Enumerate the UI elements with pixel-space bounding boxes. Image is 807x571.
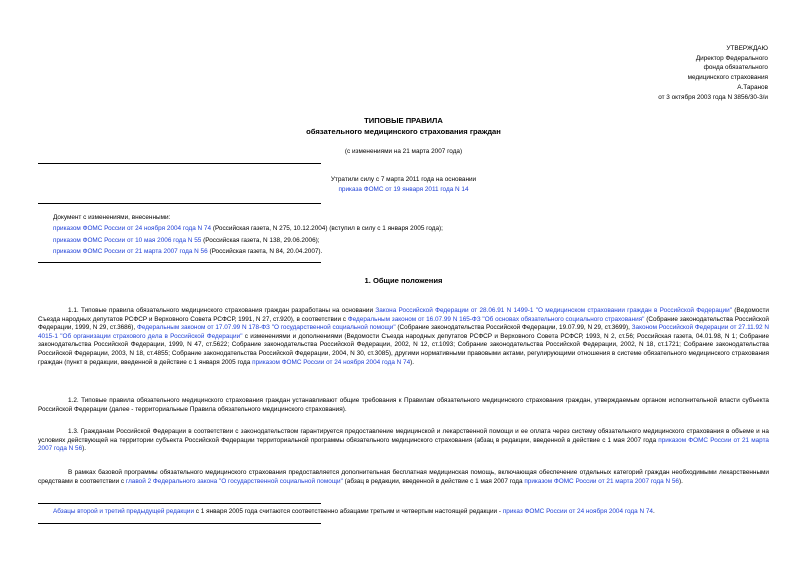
paragraph-text: с изменениями и дополнениями (Ведомости Съезда народных депутатов РСФСР и Верховного Совета РСФСР, 1993, N 2, ст.56; Российская газета, 04.01.98, N 1; Собрание законодательства Российской Федерации, 1999, N 47, ст.5622; Собрание законодательства Российской Федерации, 2002, N 12, ст.1093; Собрание законодательства Российской Федерации, 2002, N 18, ст.1721; Собрание законодательства Российской Федерации, 2003, N 18, ст.4855; Собрание законодательства Российской Федерации, 2004, N 30, ст.3085), другими нормативными правовыми актами, регулирующими отношения в системе обязательного медицинского страхования граждан (пункт в редакции, введенной в действие с 1 января 2005 года [38,332,769,366]
paragraph-1-2: 1.2. Типовые правила обязательного медицинского страхования граждан устанавливают общие требования к Правилам обязательного медицинского страхования граждан, утверждаемым органом исполнительной власти субъекта Российской Федерации (далее - территориальные Правила обязательного медицинского страхования). [38,397,769,413]
divider [38,523,321,524]
paragraph-text: ). [410,358,415,366]
divider [38,262,321,263]
changes-note: (с изменениями на 21 марта 2007 года) [344,148,463,155]
document-subtitle: обязательного медицинского страхования граждан [306,127,501,136]
paragraph-text: В рамках базовой программы обязательного медицинского страхования предоставляется дополнительная бесплатная медицинская помощь, включающая обеспечение отдельных категорий граждан необходимыми лекарственными средствами в соответствии с [38,469,769,485]
paragraph-1-3-b [38,469,769,486]
order-link[interactable]: приказ ФОМС России от 24 ноября 2004 года N 74 [502,508,653,515]
approval-line: Директор Федерального [695,54,768,62]
expired-link[interactable]: приказа ФОМС от 19 января 2011 года N 14 [338,186,469,193]
expired-link-line [0,186,807,195]
approval-line: от 3 октября 2003 года N 3856/30-3/и [658,93,768,101]
divider [38,203,321,204]
amendment-text: (Российская газета, N 275, 10.12.2004) (вступил в силу с 1 января 2005 года); [211,225,443,233]
divider [38,163,321,164]
amendment-link[interactable]: приказом ФОМС России от 24 ноября 2004 года N 74 [53,225,212,233]
paragraph-text: (Ведомости Съезда народных депутатов РСФСР и Верховного Совета РСФСР, 1991, N 27, ст.920), в соответствии с [38,307,769,323]
paragraph-text: 1.1. Типовые правила обязательного медицинского страхования граждан разработаны на основании [68,307,376,314]
paragraph-text: . [652,508,655,515]
edition-link[interactable]: Абзацы второй и третий предыдущей редакции [53,508,195,515]
paragraph-text: (Собрание законодательства Российской Федерации, 1999, N 29, ст.3686), [38,315,770,332]
divider [38,503,321,504]
amendment-item [53,246,773,257]
paragraph-1-3 [38,428,769,454]
document-title: ТИПОВЫЕ ПРАВИЛА [364,116,443,125]
expired-note: Утратили силу с 7 марта 2011 года на основании [330,176,477,183]
amendments-intro: Документ с изменениями, внесенными: [53,214,171,221]
law-link[interactable]: главой 2 Федерального закона "О государственной социальной помощи" [125,477,343,485]
law-link[interactable]: Федеральным законом от 16.07.99 N 165-ФЗ "Об основах обязательного социального страхования" [347,315,645,323]
paragraph-text: (абзац в редакции, введенной в действие с 1 мая 2007 года [342,477,525,485]
amendment-link[interactable]: приказом ФОМС России от 21 марта 2007 года N 56 [53,247,208,255]
approval-line: фонда обязательного [703,64,768,72]
order-link[interactable]: приказом ФОМС России от 21 марта 2007 года N 56 [38,436,769,453]
approval-line: А.Таранов [737,83,768,91]
amendment-link[interactable]: приказом ФОМС России от 10 мая 2006 года N 55 [53,236,202,244]
section-heading: 1. Общие положения [364,276,443,285]
approval-block [658,44,768,102]
law-link[interactable]: Федеральным законом от 17.07.99 N 178-ФЗ "О государственной социальной помощи" [137,324,396,332]
paragraph-text: ). [678,477,683,485]
amendment-item [53,235,773,246]
order-link[interactable]: приказом ФОМС России от 21 марта 2007 года N 56 [524,477,679,485]
paragraph-text: с 1 января 2005 года считаются соответственно абзацами третьим и четвертым настоящей редакции - [194,508,503,515]
amendment-text: (Российская газета, N 84, 20.04.2007). [207,247,323,255]
paragraph-text: ). [82,445,87,453]
edition-note [53,508,769,517]
approval-line: УТВЕРЖДАЮ [726,45,768,52]
paragraph-text: (Собрание законодательства Российской Федерации, 19.07.99, N 29, ст.3699), [395,324,632,332]
order-link[interactable]: приказом ФОМС России от 24 ноября 2004 года N 74 [252,358,411,366]
paragraph-text: 1.3. Гражданам Российской Федерации в соответствии с законодательством гарантируется предоставление медицинской и лекарственной помощи и ее оплата через систему обязательного медицинского страхования в объеме и на условиях действующей на территории субъекта Российской Федерации территориальной программы обязательного медицинского страхования (абзац в редакции, введенной в действие с 1 мая 2007 года [38,428,769,444]
paragraph-1-1 [38,307,769,367]
approval-line: медицинского страхования [687,74,768,82]
amendment-text: (Российская газета, N 138, 29.06.2006); [201,236,320,244]
law-link[interactable]: Законом Российской Федерации от 27.11.92 N 4015-1 "Об организации страхового дела в Российской Федерации" [38,324,770,340]
law-link[interactable]: Закона Российской Федерации от 28.06.91 N 1499-1 "О медицинском страховании граждан в Российской Федерации" [375,307,732,314]
amendments-block [53,212,773,257]
amendment-item [53,223,773,234]
